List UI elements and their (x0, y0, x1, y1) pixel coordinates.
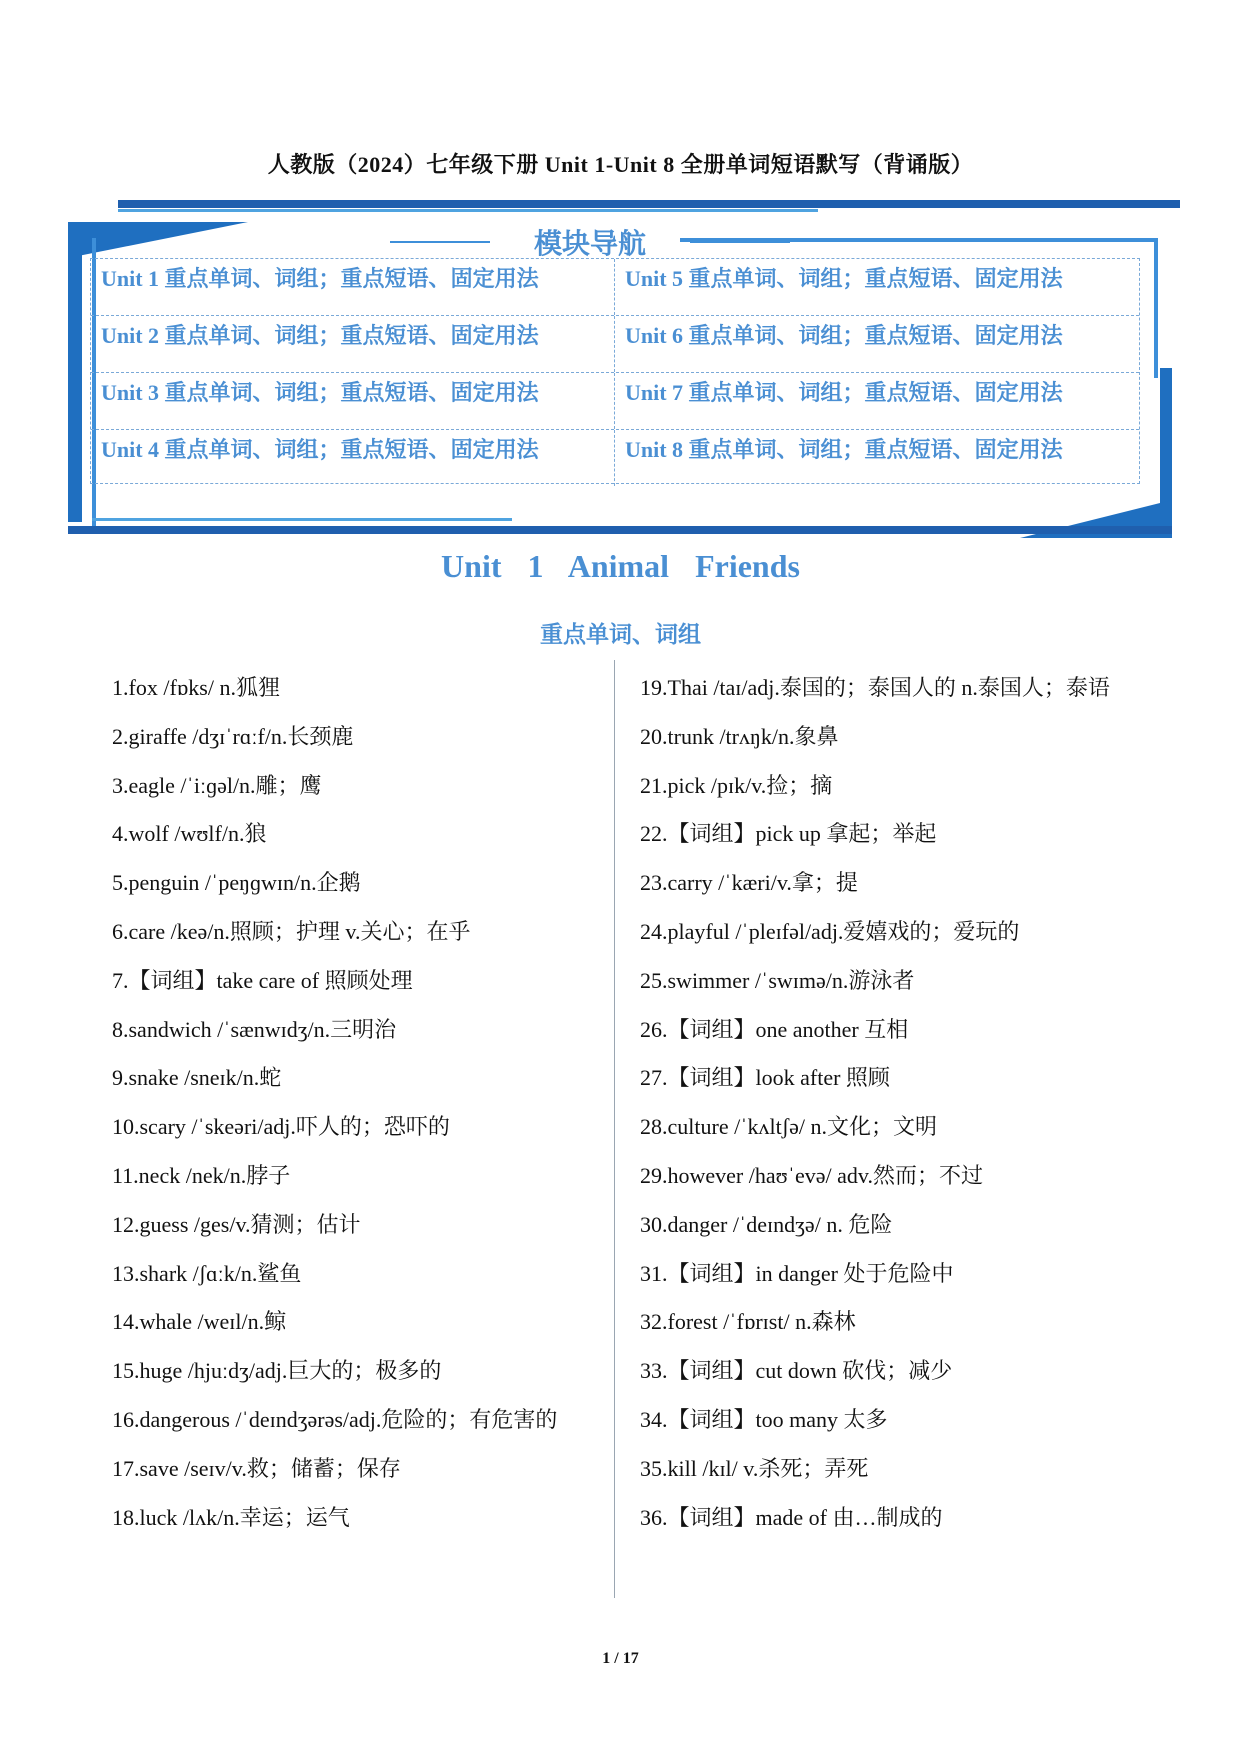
vocab-entry: 6.care /keə/n.照顾；护理 v.关心；在乎 (112, 918, 471, 944)
banner-bottom-thin-bar (92, 518, 512, 521)
nav-row (91, 316, 1139, 373)
nav-link-unit-7[interactable]: Unit 7 重点单词、词组；重点短语、固定用法 (625, 380, 1063, 405)
vocab-entry: 18.luck /lʌk/n.幸运；运气 (112, 1504, 350, 1530)
vocab-entry: 24.playful /ˈpleɪfəl/adj.爱嬉戏的；爱玩的 (640, 918, 1020, 944)
banner-top-bar (118, 200, 1180, 208)
vocab-entry: 22.【词组】pick up 拿起；举起 (640, 821, 937, 847)
vocab-entry: 11.neck /nek/n.脖子 (112, 1162, 291, 1188)
vocab-column-right (640, 664, 1140, 1542)
vocab-entry: 35.kill /kɪl/ v.杀死；弄死 (640, 1455, 869, 1481)
nav-link-unit-6[interactable]: Unit 6 重点单词、词组；重点短语、固定用法 (625, 323, 1063, 348)
vocab-entry: 1.fox /fɒks/ n.狐狸 (112, 675, 280, 700)
nav-link-unit-2[interactable]: Unit 2 重点单词、词组；重点短语、固定用法 (91, 316, 615, 372)
vocab-entry: 25.swimmer /ˈswɪmə/n.游泳者 (640, 967, 915, 993)
vocab-entry: 4.wolf /wʊlf/n.狼 (112, 821, 267, 847)
banner-top-thin-bar (118, 209, 818, 212)
vocab-entry: 23.carry /ˈkæri/v.拿；提 (640, 870, 858, 896)
navigation-table (90, 258, 1140, 484)
banner-bottom-bar (68, 526, 1172, 534)
page-number: 1 / 17 (602, 1650, 639, 1667)
vocab-entry: 3.eagle /ˈiːɡəl/n.雕；鹰 (112, 772, 322, 798)
navigation-heading: 模块导航 (533, 227, 646, 260)
vocab-entry: 8.sandwich /ˈsænwɪdʒ/n.三明治 (112, 1016, 397, 1042)
nav-row (91, 430, 1139, 486)
nav-link-unit-4[interactable]: Unit 4 重点单词、词组；重点短语、固定用法 (91, 430, 615, 486)
vocab-entry: 2.giraffe /dʒɪˈrɑːf/n.长颈鹿 (112, 723, 354, 749)
vocab-entry: 19.Thai /taɪ/adj.泰国的；泰国人的 n.泰国人；泰语 (640, 675, 1110, 700)
vocab-entry: 10.scary /ˈskeəri/adj.吓人的；恐吓的 (112, 1114, 450, 1140)
vocab-entry: 34.【词组】too many 太多 (640, 1406, 888, 1432)
vocab-entry: 17.save /seɪv/v.救；储蓄；保存 (112, 1455, 401, 1481)
heading-line-left (390, 241, 490, 243)
vocab-entry: 29.however /haʊˈevə/ adv.然而；不过 (640, 1162, 983, 1188)
section-title: 重点单词、词组 (540, 622, 701, 648)
nav-link-unit-5[interactable]: Unit 5 重点单词、词组；重点短语、固定用法 (625, 266, 1063, 291)
vocab-entry: 13.shark /ʃɑːk/n.鲨鱼 (112, 1260, 302, 1286)
vocab-entry: 9.snake /sneɪk/n.蛇 (112, 1065, 282, 1091)
vocab-entry: 31.【词组】in danger 处于危险中 (640, 1260, 954, 1286)
vocab-entry: 12.guess /ges/v.猜测；估计 (112, 1211, 361, 1237)
module-navigation-banner (60, 200, 1180, 540)
nav-row (91, 259, 1139, 316)
nav-link-unit-8[interactable]: Unit 8 重点单词、词组；重点短语、固定用法 (625, 437, 1063, 462)
vocab-column-left (112, 664, 602, 1542)
banner-frame-right (1154, 238, 1158, 378)
vocab-entry: 30.danger /ˈdeɪndʒə/ n. 危险 (640, 1211, 893, 1237)
vocab-entry: 21.pick /pɪk/v.捡；摘 (640, 772, 833, 798)
vocab-entry: 27.【词组】look after 照顾 (640, 1065, 890, 1091)
vocab-entry: 14.whale /weɪl/n.鲸 (112, 1309, 287, 1335)
nav-link-unit-3[interactable]: Unit 3 重点单词、词组；重点短语、固定用法 (91, 373, 615, 429)
vocab-entry: 33.【词组】cut down 砍伐；减少 (640, 1358, 953, 1384)
document-title: 人教版（2024）七年级下册 Unit 1-Unit 8 全册单词短语默写（背诵版） (267, 152, 974, 177)
vocab-entry: 20.trunk /trʌŋk/n.象鼻 (640, 723, 839, 749)
vocab-entry: 36.【词组】made of 由…制成的 (640, 1504, 943, 1530)
nav-row (91, 373, 1139, 430)
vocab-entry: 26.【词组】one another 互相 (640, 1016, 909, 1042)
column-divider (614, 660, 615, 1598)
heading-line-right (690, 241, 790, 243)
vocab-entry: 5.penguin /ˈpeŋɡwɪn/n.企鹅 (112, 870, 361, 896)
vocab-entry: 15.huge /hjuːdʒ/adj.巨大的；极多的 (112, 1358, 442, 1384)
vocab-entry: 7.【词组】take care of 照顾处理 (112, 967, 413, 993)
vocab-entry: 28.culture /ˈkʌltʃə/ n.文化；文明 (640, 1114, 937, 1140)
vocab-entry: 32.forest /ˈfɒrɪst/ n.森林 (640, 1309, 856, 1335)
banner-left-stripe (68, 222, 82, 522)
nav-link-unit-1[interactable]: Unit 1 重点单词、词组；重点短语、固定用法 (91, 259, 615, 315)
vocab-entry: 16.dangerous /ˈdeɪndʒərəs/adj.危险的；有危害的 (112, 1406, 558, 1432)
unit-title: Unit 1 Animal Friends (441, 548, 800, 584)
